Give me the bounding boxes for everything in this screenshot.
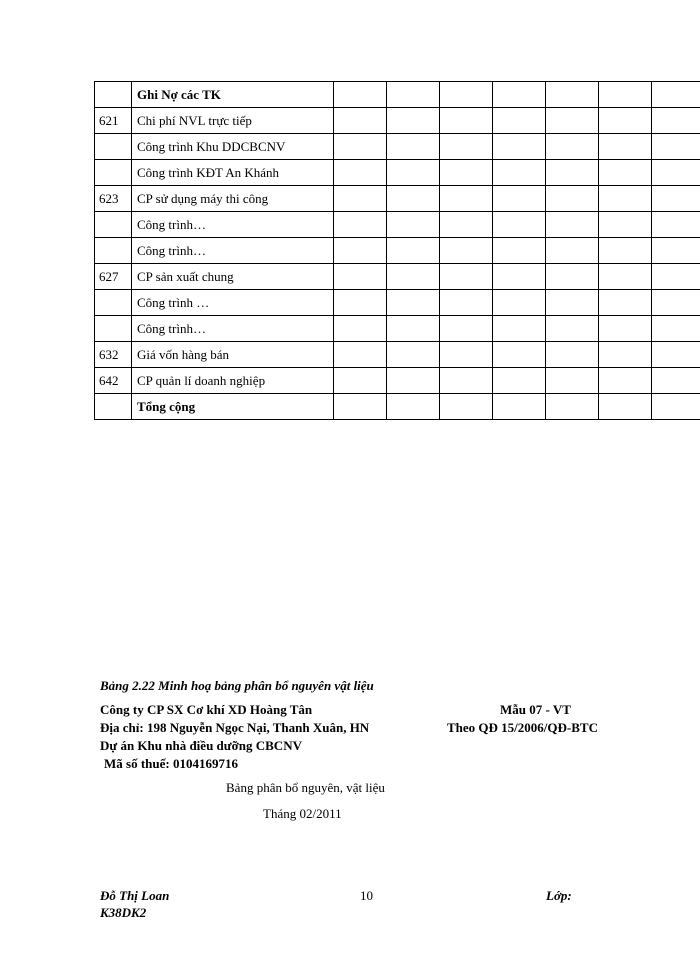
allocation-table (94, 81, 700, 420)
account-desc-cell: Công trình Khu DDCBCNV (132, 134, 334, 160)
account-desc-cell: CP sản xuất chung (132, 264, 334, 290)
value-cell (440, 342, 493, 368)
account-desc-cell: Ghi Nợ các TK (132, 82, 334, 108)
table-row (95, 316, 700, 342)
value-cell (440, 264, 493, 290)
value-cell (334, 134, 387, 160)
value-cell (334, 238, 387, 264)
footer-class-label: Lớp: (546, 888, 572, 903)
value-cell (546, 394, 599, 420)
value-cell (493, 316, 546, 342)
value-cell (387, 290, 440, 316)
account-code-cell: 642 (95, 368, 132, 394)
account-desc-cell: Tổng cộng (132, 394, 334, 420)
value-cell (334, 368, 387, 394)
account-code-cell (95, 316, 132, 342)
value-cell (546, 108, 599, 134)
account-code-cell (95, 238, 132, 264)
value-cell (652, 316, 700, 342)
value-cell (334, 394, 387, 420)
account-code-cell: 632 (95, 342, 132, 368)
value-cell (599, 160, 652, 186)
project-name: Dự án Khu nhà điều dưỡng CBCNV (100, 738, 302, 753)
footer-class-code: K38DK2 (100, 905, 147, 920)
table-row (95, 394, 700, 420)
account-desc-cell: CP quản lí doanh nghiệp (132, 368, 334, 394)
account-desc-cell: Công trình… (132, 238, 334, 264)
value-cell (599, 394, 652, 420)
value-cell (599, 238, 652, 264)
table-row (95, 238, 700, 264)
value-cell (440, 394, 493, 420)
value-cell (546, 82, 599, 108)
value-cell (334, 264, 387, 290)
value-cell (599, 212, 652, 238)
value-cell (387, 264, 440, 290)
table-row (95, 342, 700, 368)
account-desc-cell: Công trình … (132, 290, 334, 316)
table-row (95, 186, 700, 212)
value-cell (440, 212, 493, 238)
value-cell (387, 186, 440, 212)
value-cell (652, 394, 700, 420)
value-cell (599, 82, 652, 108)
account-desc-cell: Công trình… (132, 212, 334, 238)
value-cell (546, 342, 599, 368)
table-row (95, 134, 700, 160)
value-cell (440, 134, 493, 160)
account-desc-cell: CP sử dụng máy thi công (132, 186, 334, 212)
value-cell (387, 108, 440, 134)
value-cell (440, 82, 493, 108)
value-cell (387, 394, 440, 420)
value-cell (440, 238, 493, 264)
value-cell (652, 290, 700, 316)
account-desc-cell: Công trình KĐT An Khánh (132, 160, 334, 186)
account-desc-cell: Chi phí NVL trực tiếp (132, 108, 334, 134)
value-cell (493, 82, 546, 108)
account-code-cell: 621 (95, 108, 132, 134)
form-decision: Theo QĐ 15/2006/QĐ-BTC (447, 720, 598, 735)
value-cell (599, 108, 652, 134)
table-row (95, 108, 700, 134)
table-row (95, 368, 700, 394)
table-row (95, 264, 700, 290)
value-cell (652, 368, 700, 394)
value-cell (493, 342, 546, 368)
value-cell (334, 212, 387, 238)
value-cell (599, 264, 652, 290)
value-cell (546, 368, 599, 394)
value-cell (440, 290, 493, 316)
value-cell (652, 108, 700, 134)
value-cell (334, 342, 387, 368)
value-cell (546, 160, 599, 186)
value-cell (652, 342, 700, 368)
value-cell (652, 264, 700, 290)
value-cell (440, 186, 493, 212)
account-code-cell: 623 (95, 186, 132, 212)
value-cell (334, 160, 387, 186)
value-cell (652, 212, 700, 238)
document-title: Bảng phân bổ nguyên, vật liệu (226, 780, 385, 795)
company-address: Địa chỉ: 198 Nguyễn Ngọc Nại, Thanh Xuân, HN (100, 720, 370, 735)
value-cell (440, 368, 493, 394)
company-name: Công ty CP SX Cơ khí XD Hoàng Tân (100, 702, 313, 717)
value-cell (599, 290, 652, 316)
account-code-cell: 627 (95, 264, 132, 290)
value-cell (493, 160, 546, 186)
value-cell (652, 82, 700, 108)
value-cell (334, 290, 387, 316)
account-code-cell (95, 290, 132, 316)
value-cell (599, 134, 652, 160)
value-cell (493, 394, 546, 420)
value-cell (599, 342, 652, 368)
value-cell (440, 108, 493, 134)
table-row (95, 212, 700, 238)
value-cell (652, 186, 700, 212)
value-cell (652, 134, 700, 160)
value-cell (599, 316, 652, 342)
value-cell (599, 368, 652, 394)
value-cell (546, 212, 599, 238)
table-row (95, 160, 700, 186)
footer-author: Đỗ Thị Loan (100, 888, 170, 903)
form-code: Mẫu 07 - VT (500, 702, 571, 717)
value-cell (546, 264, 599, 290)
value-cell (387, 160, 440, 186)
account-code-cell (95, 212, 132, 238)
value-cell (652, 238, 700, 264)
page-number: 10 (360, 888, 373, 903)
account-code-cell (95, 82, 132, 108)
account-desc-cell: Giá vốn hàng bán (132, 342, 334, 368)
table-row (95, 290, 700, 316)
value-cell (493, 238, 546, 264)
value-cell (493, 368, 546, 394)
account-code-cell (95, 134, 132, 160)
value-cell (546, 186, 599, 212)
value-cell (493, 186, 546, 212)
account-desc-cell: Công trình… (132, 316, 334, 342)
value-cell (387, 316, 440, 342)
value-cell (387, 368, 440, 394)
value-cell (599, 186, 652, 212)
value-cell (387, 212, 440, 238)
value-cell (493, 290, 546, 316)
value-cell (493, 134, 546, 160)
value-cell (387, 238, 440, 264)
value-cell (440, 316, 493, 342)
value-cell (387, 134, 440, 160)
account-code-cell (95, 160, 132, 186)
value-cell (652, 160, 700, 186)
value-cell (440, 160, 493, 186)
table-row (95, 82, 700, 108)
value-cell (546, 238, 599, 264)
value-cell (334, 108, 387, 134)
value-cell (493, 264, 546, 290)
tax-code: Mã số thuế: 0104169716 (104, 756, 238, 771)
value-cell (334, 316, 387, 342)
value-cell (493, 108, 546, 134)
value-cell (334, 186, 387, 212)
document-month: Tháng 02/2011 (263, 806, 342, 821)
account-code-cell (95, 394, 132, 420)
value-cell (493, 212, 546, 238)
value-cell (546, 316, 599, 342)
value-cell (546, 290, 599, 316)
value-cell (334, 82, 387, 108)
value-cell (387, 342, 440, 368)
value-cell (546, 134, 599, 160)
value-cell (387, 82, 440, 108)
table-caption: Bảng 2.22 Minh hoạ bảng phân bổ nguyên vật liệu (100, 678, 374, 693)
